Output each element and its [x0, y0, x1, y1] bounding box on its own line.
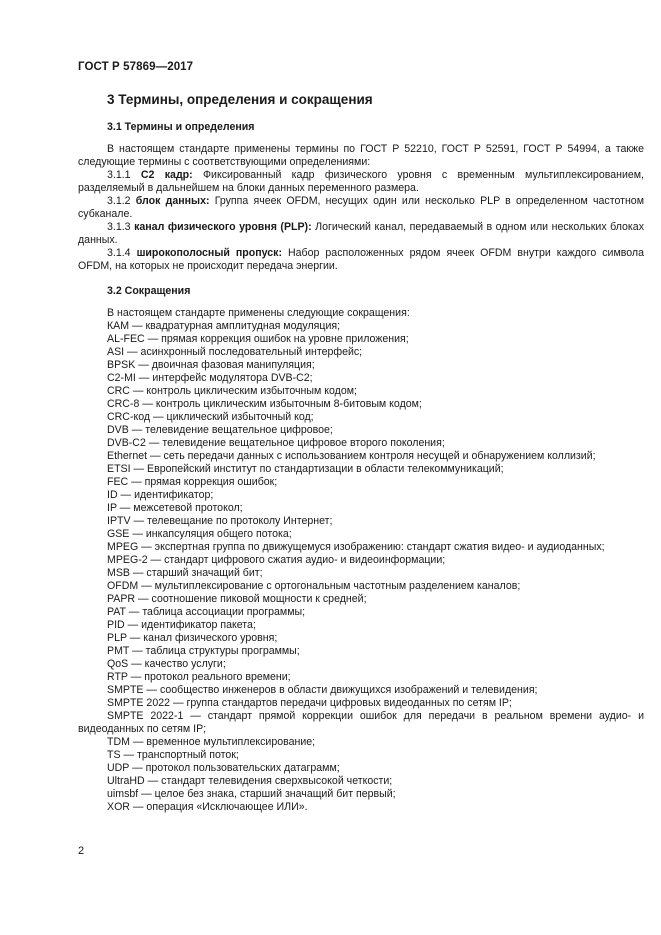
- term-name: C2 кадр:: [140, 169, 193, 181]
- abbreviation-item: OFDM — мультиплексирование с ортогональным частотным разделением каналов;: [107, 580, 521, 592]
- abbreviation-item: PAT — таблица ассоциации программы;: [107, 606, 306, 618]
- term-number: 3.1.4: [107, 247, 131, 259]
- page-number: 2: [78, 845, 85, 857]
- abbreviation-item: IPTV — телевещание по протоколу Интернет;: [107, 515, 333, 527]
- abbreviation-item: C2-MI — интерфейс модулятора DVB-C2;: [107, 372, 313, 384]
- abbreviation-item: TS — транспортный поток;: [107, 749, 239, 761]
- term-definition: Набор расположенных рядом ячеек OFDM внутри каждого символа OFDM, на которых не происходит передача энергии.: [78, 247, 644, 272]
- abbreviation-item: ID — идентификатор;: [107, 489, 214, 501]
- terms-heading: 3.1 Термины и определения: [107, 121, 255, 133]
- term-definition: Фиксированный кадр физического уровня с временным мультиплексированием, разделяемый в дальнейшем на блоки данных переменного размера.: [78, 169, 644, 194]
- abbreviation-item: ETSI — Европейский институт по стандартизации в области телекоммуникаций;: [107, 463, 504, 475]
- term-item: [78, 195, 644, 221]
- term-name: широкополосный пропуск:: [136, 247, 282, 259]
- term-item: [78, 221, 644, 247]
- term-number: 3.1.1: [107, 169, 131, 181]
- abbreviation-item: GSE — инкапсуляция общего потока;: [107, 528, 292, 540]
- abbreviation-item: SMPTE 2022-1 — стандарт прямой коррекции ошибок для передачи в реальном времени аудио- и видеоданных по сетям IP;: [78, 710, 644, 735]
- abbreviation-item: PLP — канал физического уровня;: [107, 632, 278, 644]
- abbreviation-item: uimsbf — целое без знака, старший значащий бит первый;: [107, 788, 396, 800]
- abbreviation-item: BPSK — двоичная фазовая манипуляция;: [107, 359, 315, 371]
- abbreviation-item: КАМ — квадратурная амплитудная модуляция;: [107, 320, 341, 332]
- abbreviation-item: CRC-код — циклический избыточный код;: [107, 411, 314, 423]
- abbreviation-item: DVB-C2 — телевидение вещательное цифровое второго поколения;: [107, 437, 445, 449]
- abbreviation-item: PMT — таблица структуры программы;: [107, 645, 300, 657]
- abbreviation-item: RTP — протокол реального времени;: [107, 671, 291, 683]
- abbreviation-item: ASI — асинхронный последовательный интерфейс;: [107, 346, 363, 358]
- term-item: [78, 169, 644, 195]
- abbreviation-item: MPEG — экспертная группа по движущемуся изображению: стандарт сжатия видео- и аудиоданных;: [107, 541, 605, 553]
- abbreviation-item: SMPTE — сообщество инженеров в области движущихся изображений и телевидения;: [107, 684, 538, 696]
- abbreviation-item: MSB — старший значащий бит;: [107, 567, 263, 579]
- abbreviation-item: CRC-8 — контроль циклическим избыточным 8-битовым кодом;: [107, 398, 422, 410]
- abbreviation-item: UltraHD — стандарт телевидения сверхвысокой четкости;: [107, 775, 393, 787]
- abbreviation-item: XOR — операция «Исключающее ИЛИ».: [107, 801, 308, 813]
- term-definition: Группа ячеек OFDM, несущих один или несколько PLP в определенном частотном субканале.: [78, 195, 644, 220]
- section-title: 3 Термины, определения и сокращения: [107, 92, 373, 107]
- terms-intro: В настоящем стандарте применены термины по ГОСТ Р 52210, ГОСТ Р 52591, ГОСТ Р 54994, а также следующие термины с соответствующими определениями:: [78, 143, 644, 168]
- abbreviation-item: DVB — телевидение вещательное цифровое;: [107, 424, 333, 436]
- abbreviation-item: PAPR — соотношение пиковой мощности к средней;: [107, 593, 367, 605]
- abbreviation-item: PID — идентификатор пакета;: [107, 619, 256, 631]
- term-definition: Логический канал, передаваемый в одном или нескольких блоках данных.: [78, 221, 644, 246]
- abbreviation-item: UDP — протокол пользовательских датаграмм;: [107, 762, 340, 774]
- abbreviation-item: CRC — контроль циклическим избыточным кодом;: [107, 385, 357, 397]
- abbreviation-item: MPEG-2 — стандарт цифрового сжатия аудио- и видеоинформации;: [107, 554, 446, 566]
- term-number: 3.1.2: [107, 195, 131, 207]
- document-header: ГОСТ Р 57869—2017: [78, 61, 194, 73]
- abbreviations-heading: 3.2 Сокращения: [107, 285, 191, 297]
- abbreviation-item: SMPTE 2022 — группа стандартов передачи цифровых видеоданных по сетям IP;: [107, 697, 512, 709]
- abbreviation-item: Ethernet — сеть передачи данных с использованием контроля несущей и обнаружением коллизий;: [107, 450, 596, 462]
- page-content: [78, 117, 644, 814]
- abbreviation-item: TDM — временное мультиплексирование;: [107, 736, 316, 748]
- abbreviations-intro: В настоящем стандарте применены следующие сокращения:: [107, 307, 410, 319]
- term-item: [78, 247, 644, 273]
- term-name: канал физического уровня (PLP):: [134, 221, 312, 233]
- term-number: 3.1.3: [107, 221, 131, 233]
- abbreviation-item: IP — межсетевой протокол;: [107, 502, 243, 514]
- abbreviation-item: AL-FEC — прямая коррекция ошибок на уровне приложения;: [107, 333, 409, 345]
- term-name: блок данных:: [135, 195, 210, 207]
- abbreviation-item: FEC — прямая коррекция ошибок;: [107, 476, 278, 488]
- abbreviation-item: QoS — качество услуги;: [107, 658, 226, 670]
